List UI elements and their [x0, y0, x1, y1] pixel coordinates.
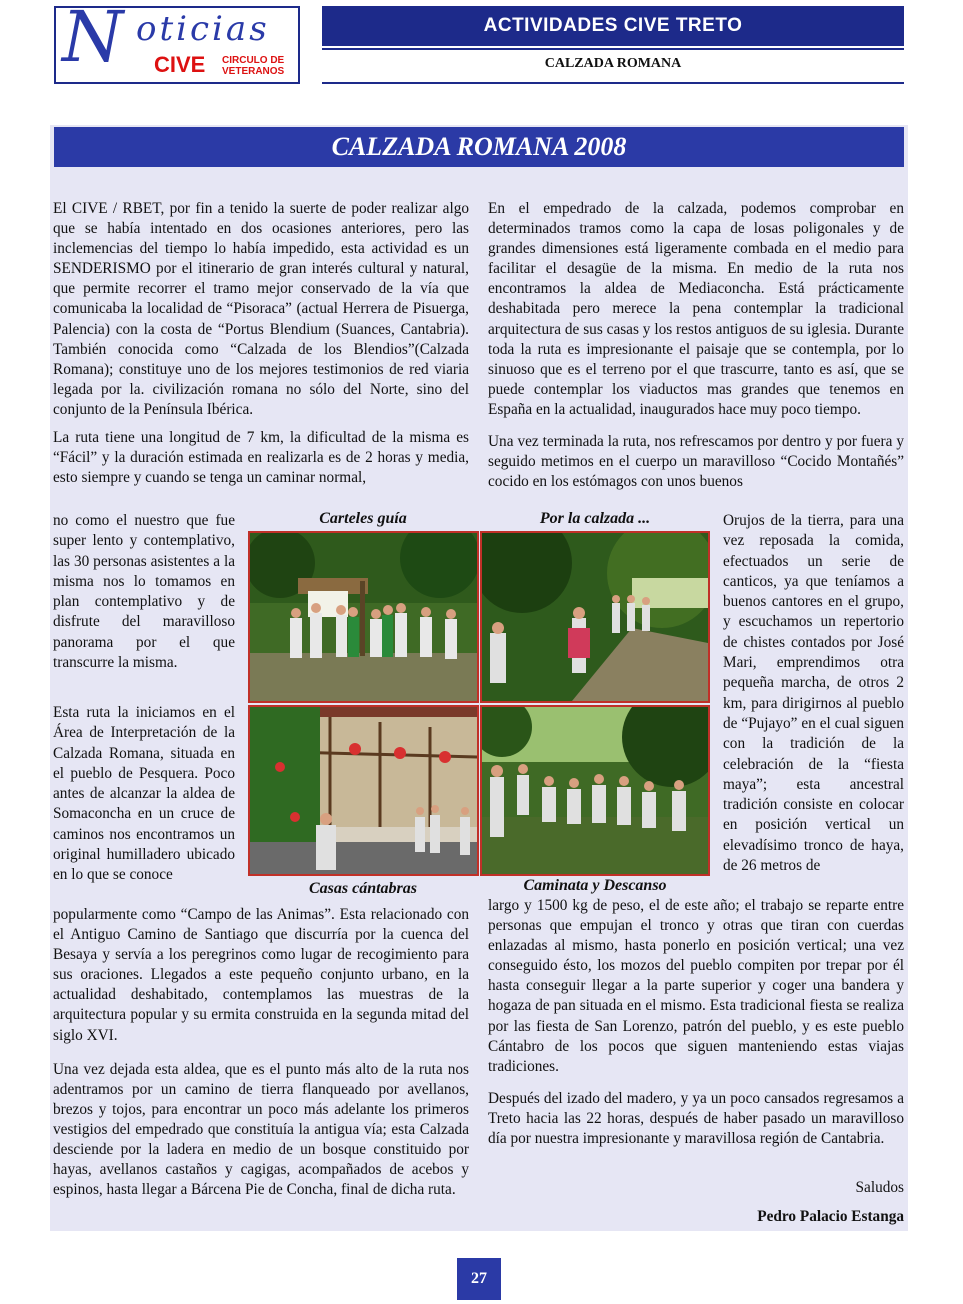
right-wrap-text: Orujos de la tierra, para una vez reposada la comida, efectuados un serie de canticos, ya que teníamos a buenos cantores en el grupo, y escuchamos un repertorio de chistes contados por José Mari, emprendimos otra pequeña marcha, de otros 2 km, para dirigirnos al pueblo de “Pujayo” en el cual siguen con la tradición de la celebración de la “fiesta maya”; esta ancestral tradición consiste en colocar en posición vertical un elevadísimo tronco de haya, de 26 metros de	[723, 512, 904, 875]
caption-carteles: Carteles guía	[319, 510, 407, 527]
logo-cive: CIVE	[154, 52, 206, 77]
left-column-top	[53, 199, 469, 488]
caption-caminata: Caminata y Descanso	[523, 877, 667, 894]
left-paragraph-3-end: popularmente como “Campo de las Animas”. Esta relacionado con el Antiguo Camino de Santiago que discurría por la cuenca del Besaya y servía a los peregrinos como lugar de recogimiento para sus oraciones. Llegados a este pequeño conjunto urbano, en la actualidad deshabitado, contemplamos las muestras de la arquitectura popular y su ermita construida en la segunda mitad del siglo XVI.	[53, 906, 469, 1044]
right-paragraph-1: En el empedrado de la calzada, podemos comprobar en determinados tramos como la capa de losas poligonales y de grandes dimensiones está ligeramente combada en el medio para facilitar el desagüe de la misma. En medio de la ruta nos encontramos la aldea de Mediaconcha. Está prácticamente deshabitada pero merece la pena contemplar la tradicional arquitectura de sus casas y los restos antiguos de su iglesia. Durante toda la ruta es impresionante el paisaje que se contempla, por lo sinuoso que es el terreno por el que trascurre, tanto es así, que se puede contemplar los viaductos mas grandes que tenemos en España en la actualidad, inaugurados hace muy poco tiempo.	[488, 200, 904, 418]
photo-rest	[480, 705, 710, 876]
caption-casas: Casas cántabras	[308, 880, 418, 897]
left-column-bottom	[53, 905, 469, 1208]
caption-calzada: Por la calzada ...	[539, 510, 651, 527]
right-paragraph-3: Después del izado del madero, y ya un poco cansados regresamos a Treto hacia las 22 horas, después de haber pasado un maravilloso día por nuestra impresionante y maravillosa región de Cantabria.	[488, 1089, 904, 1148]
left-paragraph-1: El CIVE / RBET, por fin a tenido la suerte de poder realizar algo que se había intentado en dos ocasiones anteriores, pero las inclemencias del tiempo lo había impedido, esta actividad es un SENDERISMO por el itinerario de gran interés cultural y natural, que permite recorrer el tramo mejor conservado de la vía que comunicaba la localidad de “Pisoraca” (actual Herrera de Pisuerga, Palencia) con la costa de “Portus Blendium (Suances, Cantabria). También conocida como “Calzada de los Blendios”(Calzada Romana); constituye uno de los mejores testimonios de red viaria legada por la. civilización romana no sólo del Norte, sino del conjunto de la Península Ibérica.	[53, 200, 469, 418]
logo-wordmark: oticias	[136, 9, 270, 49]
left-paragraph-4: Una vez dejada esta aldea, que es el punto más alto de la ruta nos adentramos por un camino de tierra flanqueado por avellanos, brezos y tojos, para encontrar un poco más adelante los primeros vestigios del empedrado que constituía la antigua vía; esta Calzada desciende por la ladera en medio de un bosque constituido por hayas, avellanos castaños y cagigas, acompañados de acebos y espinos, hasta llegar a Bárcena Pie de Concha, final de dicha ruta.	[53, 1060, 469, 1199]
photo-houses	[248, 705, 479, 876]
right-paragraph-2-end: largo y 1500 kg de peso, el de este año; el trabajo se reparte entre personas que empujan el tronco y otras que tiran con cuerdas enlazadas al mismo, hasta ponerlo en posición vertical; una vez conseguido ésto, los mozos del pueblo compiten por trepar por él hasta conseguir llegar a la parte superior y coger una bandera y hogaza de pan situada en el mismo. Esta tradicional fiesta se realiza por las fiesta de San Lorenzo, patrón del pueblo, y es este pueblo Cántabro de los pocos que siguen manteniendo estas viajas tradiciones.	[488, 897, 904, 1075]
left-wrap-text-2: Esta ruta la iniciamos en el Área de Interpretación de la Calzada Romana, situada en el pueblo de Pesquera. Poco antes de alcanzar la aldea de Somaconcha en un cruce de caminos nos encontramos un original humilladero ubicado en lo que se conoce	[53, 704, 235, 884]
header-rule-top	[322, 48, 904, 50]
header-rule-bottom	[322, 82, 904, 84]
left-paragraph-2-start: La ruta tiene una longitud de 7 km, la dificultad de la misma es “Fácil” y la duración estimada en realizarla es de 2 horas y media, esto siempre y cuando se tenga un caminar normal,	[53, 429, 469, 487]
right-paragraph-2-start: Una vez terminada la ruta, nos refrescamos por dentro y por fuera y seguido metimos en el cuerpo un maravilloso “Cocido Montañés” cocido en los estómagos con unos buenos	[488, 433, 904, 491]
left-wrap-text-1: no como el nuestro que fue super lento y contemplativo, las 30 personas asistentes a la misma nos lo tomamos en plan contemplativo y de disfrute del maravilloso panorama por el que transcurre la misma.	[53, 512, 235, 672]
author-signature: Pedro Palacio Estanga	[757, 1208, 904, 1225]
newsletter-logo	[54, 0, 300, 84]
right-column-bottom	[488, 896, 904, 1157]
article-title: CALZADA ROMANA 2008	[54, 127, 904, 167]
page-number: 27	[457, 1258, 501, 1300]
logo-initial: N	[62, 0, 124, 78]
right-column-top	[488, 199, 904, 492]
logo-circulo: CIRCULO DE VETERANOS	[222, 55, 285, 77]
photo-path	[480, 531, 710, 703]
closing-salutation: Saludos	[855, 1179, 904, 1196]
section-banner: ACTIVIDADES CIVE TRETO	[322, 6, 904, 46]
photo-signposts	[248, 531, 479, 703]
subsection-title: CALZADA ROMANA	[544, 56, 682, 71]
